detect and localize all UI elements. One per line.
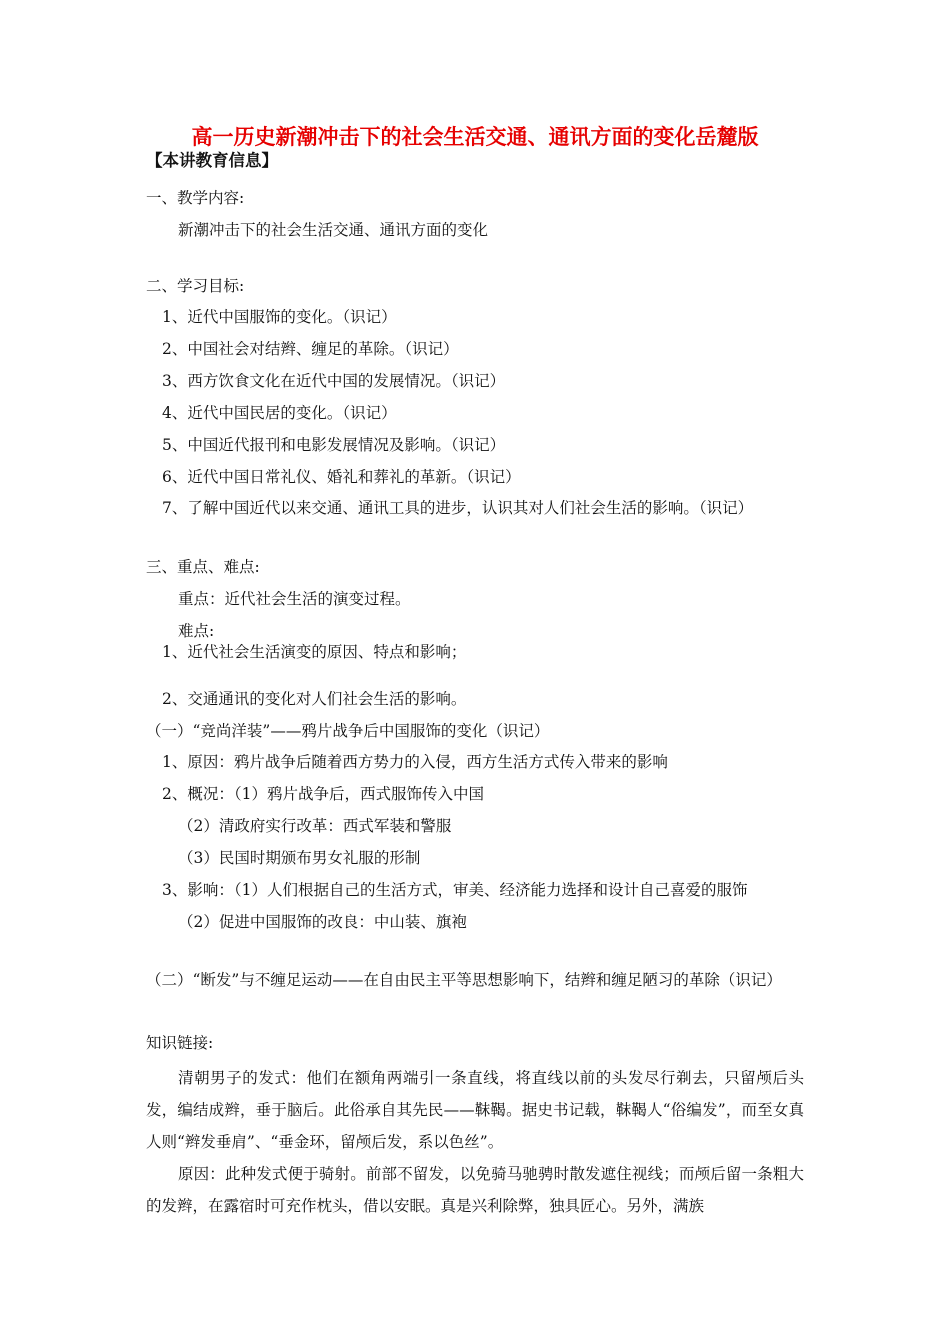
clothing-impact: 3、影响：（1）人们根据自己的生活方式，审美、经济能力选择和设计自己喜爱的服饰 bbox=[162, 881, 748, 899]
objective-item: 1、近代中国服饰的变化。（识记） bbox=[162, 308, 397, 326]
objective-item: 6、近代中国日常礼仪、婚礼和葬礼的革新。（识记） bbox=[162, 468, 521, 486]
section-heading-objectives: 二、学习目标: bbox=[146, 277, 245, 295]
clothing-impact-item: （2）促进中国服饰的改良：中山装、旗袍 bbox=[178, 913, 467, 931]
clothing-overview-item: （2）清政府实行改革：西式军装和警服 bbox=[178, 817, 452, 835]
difficult-point-item: 2、交通通讯的变化对人们社会生活的影响。 bbox=[162, 690, 467, 708]
objective-item: 7、了解中国近代以来交通、通讯工具的进步，认识其对人们社会生活的影响。（识记） bbox=[162, 499, 754, 517]
document-title: 高一历史新潮冲击下的社会生活交通、通讯方面的变化岳麓版 bbox=[191, 124, 759, 149]
difficult-point-item: 1、近代社会生活演变的原因、特点和影响； bbox=[162, 643, 467, 661]
paragraph-hairstyle-reason: 原因：此种发式便于骑射。前部不留发，以免骑马驰骋时散发遮住视线；而颅后留一条粗大的发辫，在露宿时可充作枕头，借以安眠。真是兴利除弊，独具匠心。另外，满族 bbox=[146, 1165, 804, 1215]
paragraph-qing-hairstyle: 清朝男子的发式：他们在额角两端引一条直线，将直线以前的头发尽行剃去，只留颅后头发，编结成辫，垂于脑后。此俗承自其先民——靺鞨。据史书记载，靺鞨人“俗编发”，而至女真人则“辫发垂肩”、“垂金环，留颅后发，系以色丝”。 bbox=[146, 1069, 804, 1151]
section-heading-key-points: 三、重点、难点: bbox=[146, 558, 260, 576]
info-header: 【本讲教育信息】 bbox=[146, 151, 278, 170]
part-heading-clothing: （一）“竞尚洋装”——鸦片战争后中国服饰的变化（识记） bbox=[146, 722, 550, 740]
objective-item: 5、中国近代报刊和电影发展情况及影响。（识记） bbox=[162, 436, 506, 454]
section-heading-content: 一、教学内容: bbox=[146, 189, 245, 207]
teaching-content-text: 新潮冲击下的社会生活交通、通讯方面的变化 bbox=[178, 221, 489, 239]
key-point-text: 重点：近代社会生活的演变过程。 bbox=[178, 590, 411, 608]
objective-item: 4、近代中国民居的变化。（识记） bbox=[162, 404, 397, 422]
clothing-overview: 2、概况：（1）鸦片战争后，西式服饰传入中国 bbox=[162, 785, 484, 803]
knowledge-link-label: 知识链接: bbox=[146, 1034, 214, 1052]
part-heading-hair-footbinding: （二）“断发”与不缠足运动——在自由民主平等思想影响下，结辫和缠足陋习的革除（识记） bbox=[146, 971, 782, 989]
objective-item: 3、西方饮食文化在近代中国的发展情况。（识记） bbox=[162, 372, 506, 390]
clothing-overview-item: （3）民国时期颁布男女礼服的形制 bbox=[178, 849, 421, 867]
objective-item: 2、中国社会对结辫、缠足的革除。（识记） bbox=[162, 340, 459, 358]
difficult-point-label: 难点: bbox=[178, 622, 215, 640]
clothing-cause: 1、原因：鸦片战争后随着西方势力的入侵，西方生活方式传入带来的影响 bbox=[162, 753, 668, 771]
